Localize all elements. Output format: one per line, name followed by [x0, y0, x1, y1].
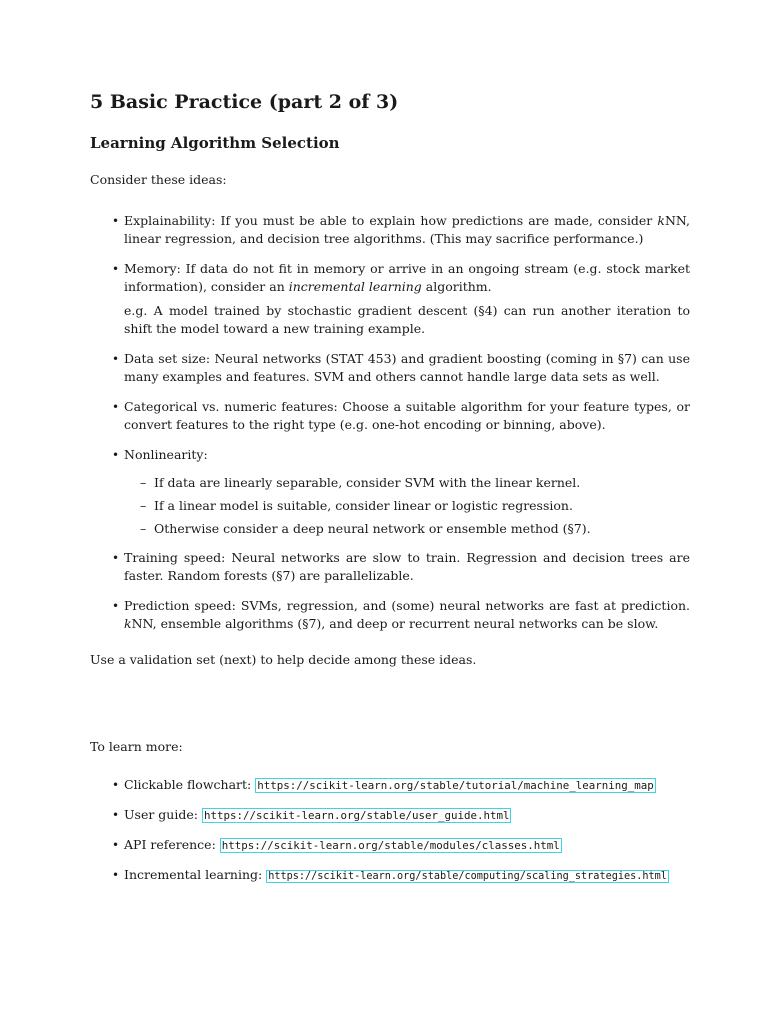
- bullet-icon: •: [112, 599, 120, 613]
- bullet-icon: •: [112, 778, 120, 792]
- bullet-icon: •: [112, 448, 120, 462]
- memory-example: e.g. A model trained by stochastic gradient descent (§4) can run another iteration to shift the model toward a new training example.: [124, 303, 690, 336]
- list-item-text: Nonlinearity:: [124, 447, 208, 462]
- list-item-flowchart: [90, 776, 710, 795]
- dash-icon: –: [140, 521, 147, 536]
- list-item-text: Training speed: Neural networks are slow to train. Regression and decision trees are faster. Random forests (§7) are parallelizable.: [124, 550, 690, 583]
- dash-icon: –: [140, 475, 147, 490]
- bullet-icon: •: [112, 868, 120, 882]
- api-reference-link[interactable]: https://scikit-learn.org/stable/modules/classes.html: [221, 839, 560, 852]
- sub-list-item: – If a linear model is suitable, consider linear or logistic regression.: [140, 498, 573, 513]
- bullet-icon: •: [112, 551, 120, 565]
- section-title: Learning Algorithm Selection: [90, 134, 340, 152]
- dash-icon: –: [140, 498, 147, 513]
- list-item-text: Explainability: If you must be able to explain how predictions are made, consider kNN, linear regression, and decision tree algorithms. (This may sacrifice performance.): [124, 213, 690, 246]
- list-item-incremental-learning: [90, 866, 710, 886]
- link-label: Clickable flowchart:: [124, 777, 252, 792]
- link-label: API reference:: [124, 837, 216, 852]
- bullet-icon: •: [112, 352, 120, 366]
- bullet-icon: •: [112, 838, 120, 852]
- list-item-text: Prediction speed: SVMs, regression, and (some) neural networks are fast at prediction. kNN, ensemble algorithms (§7), and deep or recurrent neural networks can be slow.: [124, 598, 690, 631]
- list-item-text: Categorical vs. numeric features: Choose a suitable algorithm for your feature types, or convert features to the right type (e.g. one-hot encoding or binning, above).: [124, 399, 690, 432]
- sub-list-item: – Otherwise consider a deep neural network or ensemble method (§7).: [140, 521, 591, 536]
- list-item-categorical: [90, 398, 690, 434]
- list-item-api-reference: [90, 836, 710, 855]
- user-guide-link[interactable]: https://scikit-learn.org/stable/user_guide.html: [203, 809, 510, 822]
- intro-text: Consider these ideas:: [90, 172, 227, 187]
- list-item-data-set-size: [90, 350, 690, 386]
- link-label: User guide:: [124, 807, 198, 822]
- bullet-icon: •: [112, 214, 120, 228]
- list-item-memory: [90, 260, 690, 338]
- list-item-nonlinearity: [90, 446, 690, 538]
- bullet-icon: •: [112, 808, 120, 822]
- ideas-list: [90, 212, 690, 645]
- validation-note: Use a validation set (next) to help decide among these ideas.: [90, 652, 477, 667]
- list-item-text: Data set size: Neural networks (STAT 453) and gradient boosting (coming in §7) can use many examples and features. SVM and others cannot handle large data sets as well.: [124, 351, 690, 384]
- incremental-learning-link[interactable]: https://scikit-learn.org/stable/computing/scaling_strategies.html: [268, 871, 667, 882]
- bullet-icon: •: [112, 262, 120, 276]
- list-item-training-speed: [90, 549, 690, 585]
- learn-more-heading: To learn more:: [90, 739, 183, 754]
- learn-more-list: [90, 776, 710, 897]
- flowchart-link[interactable]: https://scikit-learn.org/stable/tutorial/machine_learning_map: [257, 779, 654, 792]
- link-label: Incremental learning:: [124, 867, 263, 882]
- list-item-prediction-speed: [90, 597, 690, 633]
- page-title: 5 Basic Practice (part 2 of 3): [90, 91, 399, 113]
- sub-list-item: – If data are linearly separable, consider SVM with the linear kernel.: [140, 475, 581, 490]
- list-item-text: Memory: If data do not fit in memory or arrive in an ongoing stream (e.g. stock market information), consider an incremental learning algorithm.: [124, 261, 690, 294]
- bullet-icon: •: [112, 400, 120, 414]
- list-item-user-guide: [90, 806, 710, 825]
- nonlinearity-sublist: [124, 474, 690, 538]
- list-item-explainability: [90, 212, 690, 248]
